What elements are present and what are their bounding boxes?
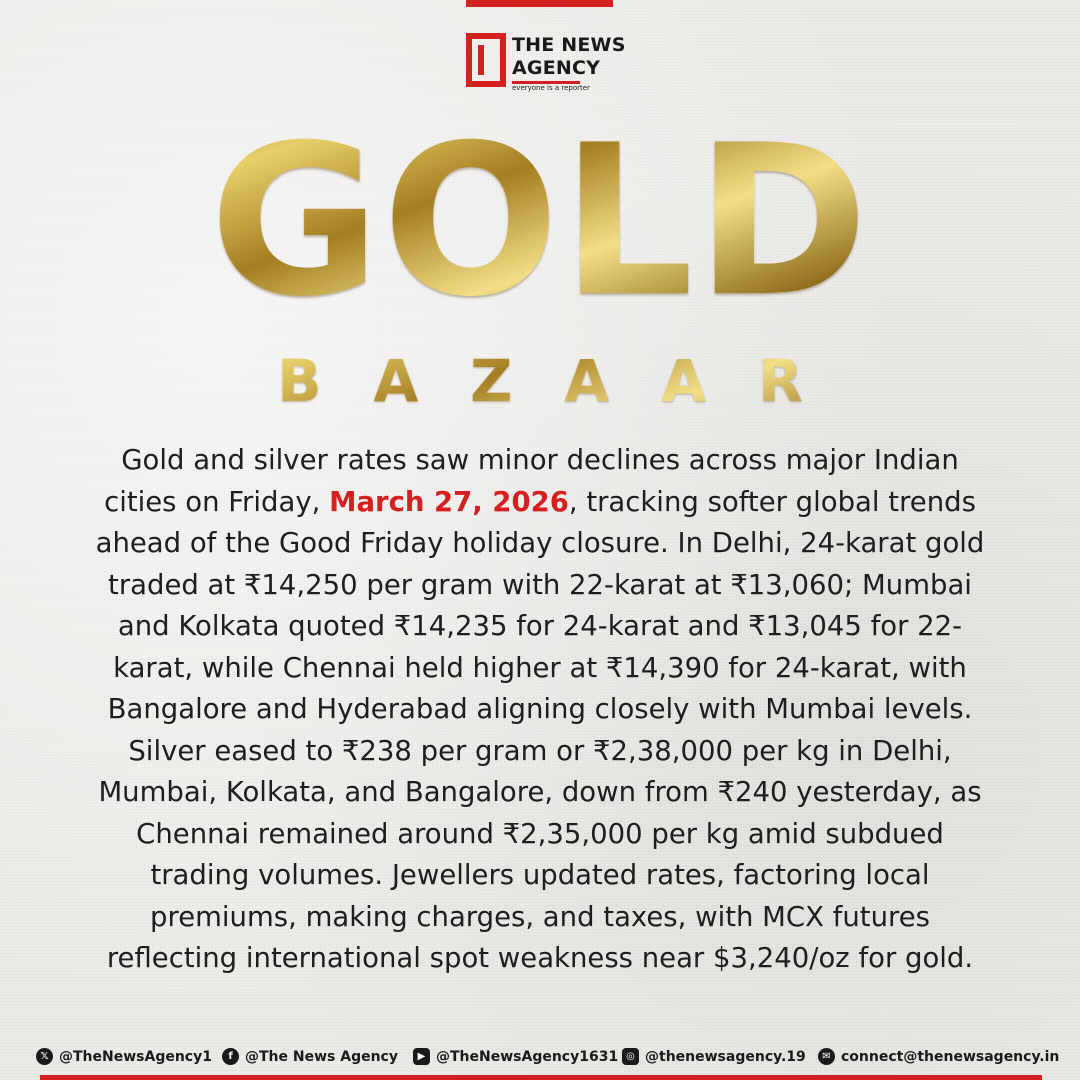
body-line: and Kolkata quoted ₹14,235 for 24-karat and ₹13,045 for 22- <box>117 610 963 642</box>
body-line: Gold and silver rates saw minor declines across major Indian <box>121 444 959 476</box>
highlighted-date: March 27, 2026 <box>329 485 569 518</box>
social-x-link[interactable] <box>36 1048 212 1065</box>
instagram-icon: ◎ <box>622 1048 639 1065</box>
bottom-accent-bar <box>40 1075 1042 1080</box>
instagram-handle: @thenewsagency.19 <box>645 1048 806 1065</box>
body-line: trading volumes. Jewellers updated rates, factoring local <box>150 859 930 891</box>
logo-mark-icon <box>466 33 506 87</box>
body-line: Bangalore and Hyderabad aligning closely with Mumbai levels. <box>107 693 973 725</box>
body-text-segment: , tracking softer global trends <box>568 485 976 518</box>
social-footer <box>0 1044 1080 1074</box>
youtube-icon: ▶ <box>413 1048 430 1065</box>
body-line: Silver eased to ₹238 per gram or ₹2,38,000 per kg in Delhi, <box>128 734 952 767</box>
brand-logo[interactable] <box>466 33 626 93</box>
body-line: premiums, making charges, and taxes, with MCX futures <box>150 900 930 933</box>
body-text-segment: cities on Friday, <box>104 485 330 518</box>
body-line: traded at ₹14,250 per gram with 22-karat at ₹13,060; Mumbai <box>108 568 972 601</box>
social-facebook-link[interactable] <box>222 1048 398 1065</box>
brand-name-line1: THE NEWS <box>512 34 626 56</box>
article-body <box>40 440 1040 980</box>
x-handle: @TheNewsAgency1 <box>59 1048 212 1065</box>
email-link[interactable] <box>818 1048 1059 1065</box>
email-address: connect@thenewsagency.in <box>841 1048 1060 1065</box>
body-line: Mumbai, Kolkata, and Bangalore, down from ₹240 yesterday, as <box>98 776 982 808</box>
body-line: Chennai remained around ₹2,35,000 per kg amid subdued <box>136 817 944 850</box>
x-icon: 𝕏 <box>36 1048 53 1065</box>
youtube-handle: @TheNewsAgency1631 <box>436 1048 619 1065</box>
brand-name-line2: AGENCY <box>512 57 601 79</box>
mail-icon: ✉ <box>818 1048 835 1065</box>
body-line <box>40 482 1040 524</box>
facebook-handle: @The News Agency <box>245 1048 398 1065</box>
headline-gold: GOLD <box>0 118 1080 326</box>
body-line: karat, while Chennai held higher at ₹14,390 for 24-karat, with <box>113 651 967 684</box>
headline-bazaar: BAZAAR <box>0 352 1080 410</box>
body-line: reflecting international spot weakness near $3,240/oz for gold. <box>106 942 974 974</box>
facebook-icon: f <box>222 1048 239 1065</box>
social-instagram-link[interactable] <box>622 1048 806 1065</box>
top-accent-bar <box>466 0 613 7</box>
brand-tagline: everyone is a reporter <box>512 84 590 92</box>
social-youtube-link[interactable] <box>413 1048 618 1065</box>
body-line: ahead of the Good Friday holiday closure. In Delhi, 24-karat gold <box>95 527 985 559</box>
